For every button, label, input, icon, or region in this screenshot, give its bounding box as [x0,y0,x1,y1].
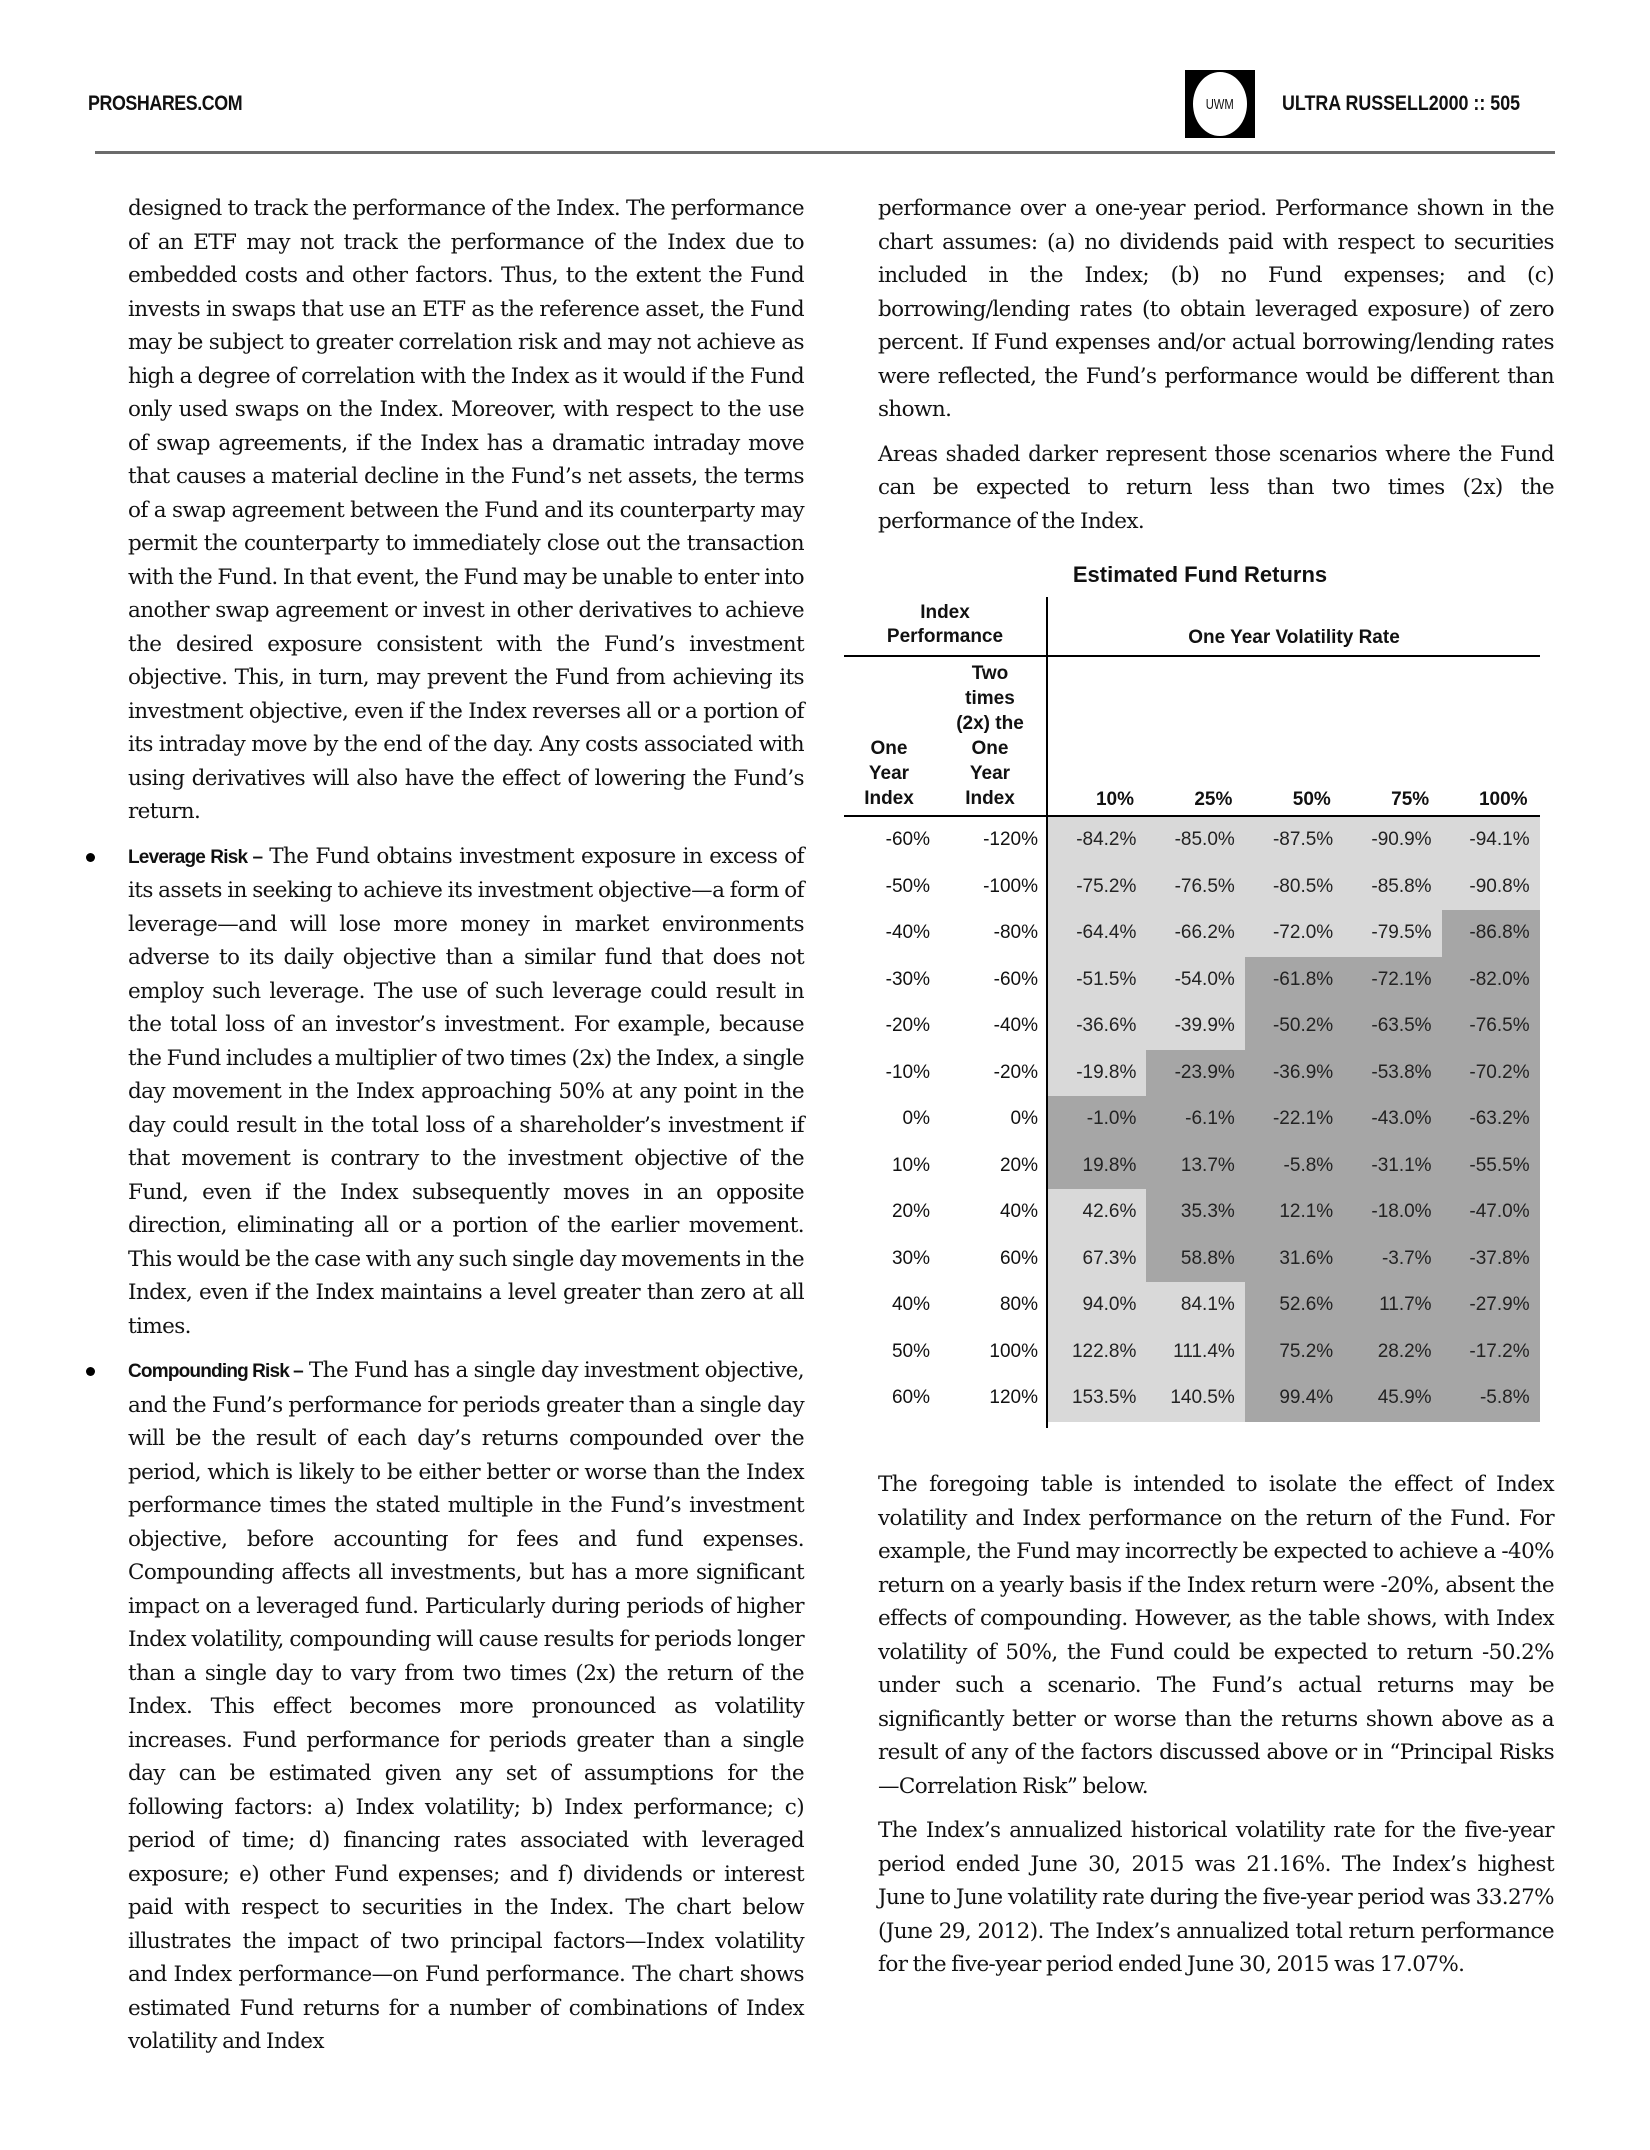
fund-return-cell: -31.1% [1343,1143,1441,1190]
one-year-index-cell: 20% [891,1201,930,1222]
table-column-headers [844,657,1540,817]
table-row [844,1236,1540,1283]
fund-return-cell: 140.5% [1146,1375,1244,1422]
two-times-index-cell: -80% [993,922,1038,943]
fund-return-cell: -23.9% [1146,1050,1244,1097]
table-row [844,1329,1540,1376]
two-times-index-cell: 20% [999,1154,1038,1176]
two-times-index-cell: 80% [999,1294,1038,1315]
compounding-risk-term: Compounding Risk – [128,1361,303,1382]
two-times-index-cell: -60% [993,968,1038,990]
one-year-index-cell: -40% [885,922,930,943]
two-times-index-cell: -40% [993,1015,1038,1036]
fund-return-cell: -72.1% [1343,957,1441,1004]
table-row [844,1003,1540,1050]
fund-return-cell: -72.0% [1245,910,1343,957]
fund-return-cell: -90.8% [1442,864,1540,911]
fund-return-cell: 12.1% [1245,1189,1343,1236]
fund-return-cell: 111.4% [1146,1329,1244,1376]
ticker-label: UWM [1205,95,1235,113]
index-performance-header: Index Performance [886,602,1004,647]
fund-return-cell: 153.5% [1048,1375,1146,1422]
fund-return-cell: 13.7% [1146,1143,1244,1190]
fund-return-cell: -63.2% [1442,1096,1540,1143]
left-column [128,192,804,2070]
fund-return-cell: -70.2% [1442,1050,1540,1097]
two-times-index-cell: 40% [999,1201,1038,1222]
fund-return-cell: -75.2% [1048,864,1146,911]
fund-return-cell: -87.5% [1245,817,1343,864]
table-row [844,1143,1540,1190]
two-times-index-cell: -100% [983,875,1038,897]
fund-return-cell: -85.0% [1146,817,1244,864]
one-year-index-cell: -50% [885,875,930,897]
fund-return-cell: 94.0% [1048,1282,1146,1329]
two-times-index-cell: 0% [1010,1108,1038,1129]
table-row [844,1282,1540,1329]
one-year-index-header: One Year Index [864,738,914,809]
one-year-index-cell: 10% [891,1154,930,1176]
shading-note-paragraph: Areas shaded darker represent those scenarios where the Fund can be expected to return less than two times (2x) the performance of the Index. [878,441,1554,534]
two-times-index-cell: 100% [989,1340,1038,1362]
fund-return-cell: -47.0% [1442,1189,1540,1236]
fund-return-cell: 11.7% [1343,1282,1441,1329]
table-row [844,1050,1540,1097]
fund-return-cell: -6.1% [1146,1096,1244,1143]
fund-return-cell: -50.2% [1245,1003,1343,1050]
fund-return-cell: -55.5% [1442,1143,1540,1190]
fund-return-cell: 42.6% [1048,1189,1146,1236]
fund-return-cell: 75.2% [1245,1329,1343,1376]
fund-return-cell: -66.2% [1146,910,1244,957]
two-times-index-cell: 120% [989,1387,1038,1408]
one-year-index-cell: 50% [891,1340,930,1362]
fund-return-cell: -90.9% [1343,817,1441,864]
fund-return-cell: -37.8% [1442,1236,1540,1283]
leverage-risk-item [128,840,804,1344]
fund-return-cell: -39.9% [1146,1003,1244,1050]
volatility-column-header: 25% [1194,789,1233,810]
page-title: ULTRA RUSSELL2000 :: 505 [1282,92,1521,115]
table-row [844,864,1540,911]
fund-return-cell: -94.1% [1442,817,1540,864]
one-year-index-cell: 40% [891,1294,930,1315]
fund-return-cell: -80.5% [1245,864,1343,911]
right-column-top [878,192,1554,549]
fund-return-cell: -53.8% [1343,1050,1441,1097]
fund-return-cell: 99.4% [1245,1375,1343,1422]
volatility-column-header: 10% [1095,789,1134,810]
leverage-risk-term: Leverage Risk – [128,846,263,868]
ticker-circle-icon [1193,72,1247,136]
table-row [844,1189,1540,1236]
volatility-column-header: 100% [1478,789,1528,810]
fund-return-cell: -43.0% [1343,1096,1441,1143]
fund-return-cell: -5.8% [1245,1143,1343,1190]
fund-return-cell: -22.1% [1245,1096,1343,1143]
one-year-index-cell: -60% [885,829,930,850]
fund-return-cell: -79.5% [1343,910,1441,957]
assumptions-paragraph: performance over a one-year period. Performance shown in the chart assumes: (a) no dividends paid with respect to securities included in the Index; (b) no Fund expenses; and (c) borrowing/lending rates (to obtain leveraged exposure) of zero percent. If Fund expenses and/or actual borrowing/lending rates were reflected, the Fund’s performance would be different than shown. [878,196,1554,422]
one-year-index-cell: 60% [891,1387,930,1408]
fund-return-cell: -86.8% [1442,910,1540,957]
bullet-icon [86,1367,95,1376]
fund-return-cell: -51.5% [1048,957,1146,1004]
fund-return-cell: -76.5% [1442,1003,1540,1050]
fund-return-cell: 52.6% [1245,1282,1343,1329]
two-times-index-cell: -120% [983,829,1038,850]
one-year-index-cell: -20% [885,1015,930,1036]
fund-return-cell: 84.1% [1146,1282,1244,1329]
fund-return-cell: -27.9% [1442,1282,1540,1329]
table-group-header [844,597,1540,657]
fund-return-cell: -61.8% [1245,957,1343,1004]
two-times-index-header: Two times (2x) the One Year Index [956,663,1024,809]
fund-return-cell: -36.6% [1048,1003,1146,1050]
fund-return-cell: 19.8% [1048,1143,1146,1190]
fund-return-cell: -36.9% [1245,1050,1343,1097]
fund-return-cell: -17.2% [1442,1329,1540,1376]
one-year-index-cell: -30% [885,968,930,990]
volatility-rate-header: One Year Volatility Rate [1188,627,1400,648]
table-explanation-paragraph: The foregoing table is intended to isolate the effect of Index volatility and Index performance on the return of the Fund. For example, the Fund may incorrectly be expected to achieve a -40% return on a yearly basis if the Index return were -20%, absent the effects of compounding. However, as the table shows, with Index volatility of 50%, the Fund could be expected to return -50.2% under such a scenario. The Fund’s actual returns may be significantly better or worse than the returns shown above as a result of any of the factors discussed above or in “Principal Risks—Correlation Risk” below. [878,1472,1554,1799]
table-row [844,1096,1540,1143]
fund-return-cell: 58.8% [1146,1236,1244,1283]
one-year-index-cell: -10% [885,1061,930,1083]
fund-return-cell: -84.2% [1048,817,1146,864]
right-column-bottom [878,1468,1554,1993]
volatility-column-header: 50% [1292,789,1331,810]
intro-paragraph: designed to track the performance of the Index. The performance of an ETF may not track the performance of the Index due to embedded costs and other factors. Thus, to the extent the Fund invests in swaps that use an ETF as the reference asset, the Fund may be subject to greater correlation risk and may not achieve as high a degree of correlation with the Index as it would if the Fund only used swaps on the Index. Moreover, with respect to the use of swap agreements, if the Index has a dramatic intraday move that causes a material decline in the Fund’s net assets, the terms of a swap agreement between the Fund and its counterparty may permit the counterparty to immediately close out the transaction with the Fund. In that event, the Fund may be unable to enter into another swap agreement or invest in other derivatives to achieve the desired exposure consistent with the Fund’s investment objective. This, in turn, may prevent the Fund from achieving its investment objective, even if the Index reverses all or a portion of its intraday move by the end of the day. Any costs associated with using derivatives will also have the effect of lowering the Fund’s return. [128,196,804,824]
bullet-icon [86,853,95,862]
fund-return-cell: -54.0% [1146,957,1244,1004]
table-title: Estimated Fund Returns [1072,562,1328,587]
fund-ticker-badge [1185,70,1255,138]
compounding-risk-text: The Fund has a single day investment objective, and the Fund’s performance for periods greater than a single day will be the result of each day’s returns compounded over the period, which is likely to be either better or worse than the Index performance times the stated multiple in the Fund’s investment objective, before accounting for fees and fund expenses. Compounding affects all investments, but has a more significant impact on a leveraged fund. Particularly during periods of higher Index volatility, compounding will cause results for periods longer than a single day to vary from two times (2x) the return of the Index. This effect becomes more pronounced as volatility increases. Fund performance for periods greater than a single day can be estimated given any set of assumptions for the following factors: a) Index volatility; b) Index performance; c) period of time; d) financing rates associated with leveraged exposure; e) other Fund expenses; and f) dividends or interest paid with respect to securities in the Index. The chart below illustrates the impact of two principal factors—Index volatility and Index performance—on Fund performance. The chart shows estimated Fund returns for a number of combinations of Index volatility and Index [128,1358,804,2054]
fund-return-cell: -85.8% [1343,864,1441,911]
fund-return-cell: -3.7% [1343,1236,1441,1283]
fund-return-cell: 31.6% [1245,1236,1343,1283]
fund-return-cell: 67.3% [1048,1236,1146,1283]
table-row [844,957,1540,1004]
fund-return-cell: -64.4% [1048,910,1146,957]
table-body [844,817,1540,1422]
table-row [844,817,1540,864]
volatility-column-header: 75% [1391,789,1430,810]
one-year-index-cell: 30% [891,1247,930,1269]
header-divider [95,151,1555,154]
two-times-index-cell: 60% [999,1247,1038,1269]
site-name: PROSHARES.COM [88,92,243,115]
fund-return-cell: -18.0% [1343,1189,1441,1236]
one-year-index-cell: 0% [902,1108,930,1129]
fund-return-cell: -5.8% [1442,1375,1540,1422]
fund-return-cell: -82.0% [1442,957,1540,1004]
fund-return-cell: 35.3% [1146,1189,1244,1236]
compounding-risk-item [128,1354,804,2059]
table-row [844,1375,1540,1422]
fund-return-cell: 122.8% [1048,1329,1146,1376]
volatility-history-paragraph: The Index’s annualized historical volatility rate for the five-year period ended June 30, 2015 was 21.16%. The Index’s highest June to June volatility rate during the five-year period was 33.27% (June 29, 2012). The Index’s annualized total return performance for the five-year period ended June 30, 2015 was 17.07%. [878,1818,1554,1977]
fund-return-cell: 45.9% [1343,1375,1441,1422]
table-row [844,910,1540,957]
estimated-fund-returns-table [844,597,1540,1422]
fund-return-cell: -63.5% [1343,1003,1441,1050]
page-header [0,0,1650,160]
fund-return-cell: -76.5% [1146,864,1244,911]
leverage-risk-text: The Fund obtains investment exposure in excess of its assets in seeking to achieve its investment objective—a form of leverage—and will lose more money in market environments adverse to its daily objective than a similar fund that does not employ such leverage. The use of such leverage could result in the total loss of an investor’s investment. For example, because the Fund includes a multiplier of two times (2x) the Index, a single day movement in the Index approaching 50% at any point in the day could result in the total loss of a shareholder’s investment if that movement is contrary to the investment objective of the Fund, even if the Index subsequently moves in an opposite direction, eliminating all or a portion of the earlier movement. This would be the case with any such single day movements in the Index, even if the Index maintains a level greater than zero at all times. [128,843,804,1339]
fund-return-cell: 28.2% [1343,1329,1441,1376]
two-times-index-cell: -20% [993,1061,1038,1083]
fund-return-cell: -19.8% [1048,1050,1146,1097]
fund-return-cell: -1.0% [1048,1096,1146,1143]
